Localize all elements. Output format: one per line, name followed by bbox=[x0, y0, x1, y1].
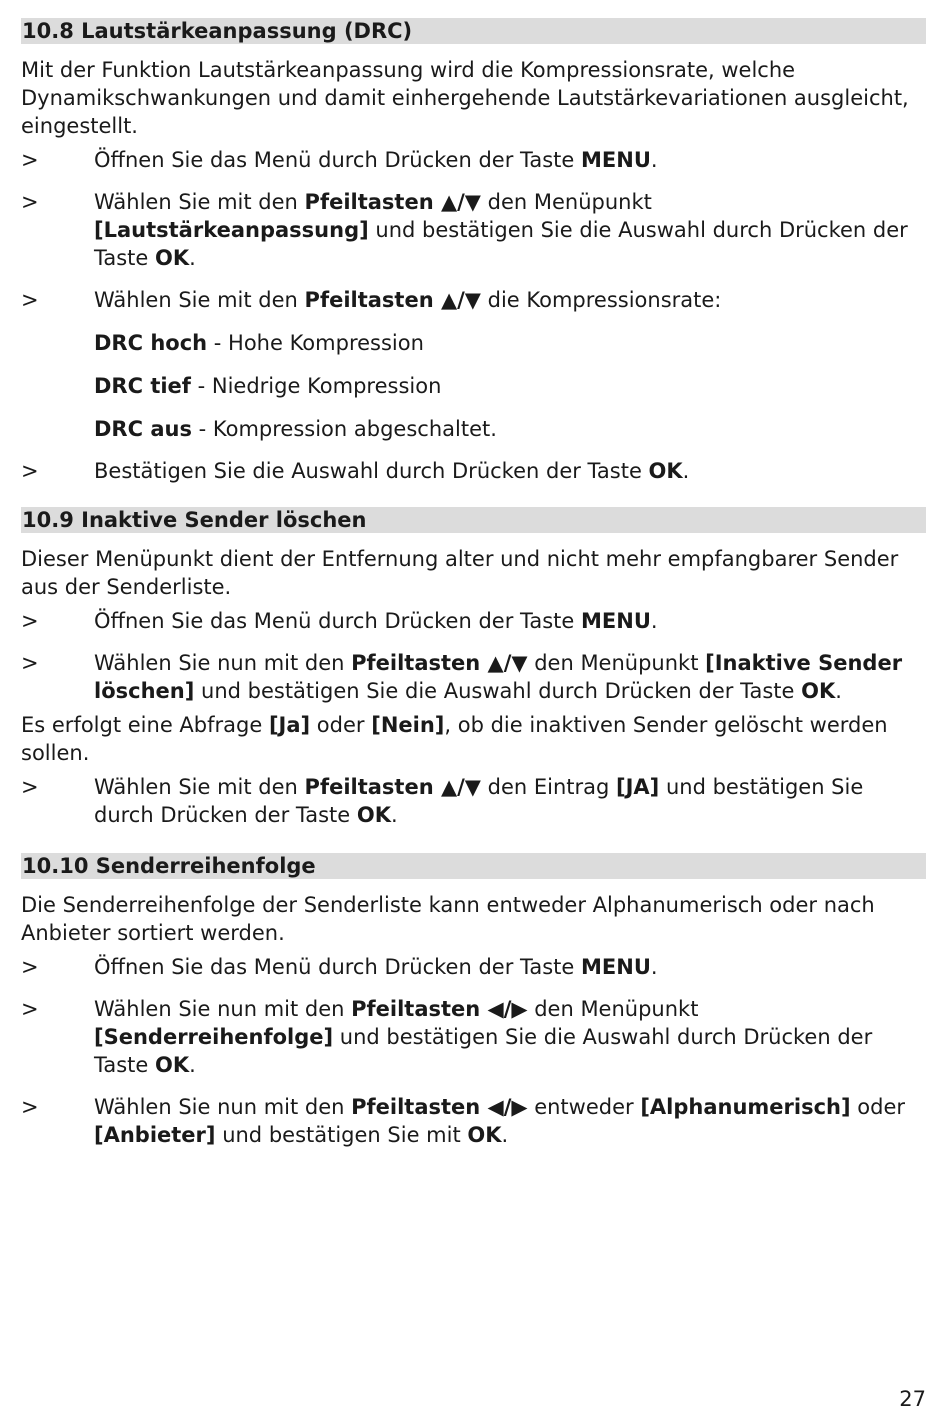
arrow-keys-label: Pfeiltasten ◀/▶ bbox=[351, 997, 528, 1021]
section-drc bbox=[21, 18, 926, 485]
key-ok: OK bbox=[467, 1123, 502, 1147]
option-desc: - Hohe Kompression bbox=[207, 331, 424, 355]
key-menu: MENU bbox=[581, 148, 651, 172]
arrow-keys-label: Pfeiltasten ▲/▼ bbox=[304, 190, 481, 214]
section-inactive-stations bbox=[21, 507, 926, 829]
key-ok: OK bbox=[155, 246, 190, 270]
key-ok: OK bbox=[356, 803, 391, 827]
step-confirm-yes: > Wählen Sie mit den Pfeiltasten ▲/▼ den Eintrag [JA] und bestätigen Sie durch Drücken der Taste OK. bbox=[21, 775, 864, 827]
section-station-order bbox=[21, 853, 926, 1149]
option-alphanumeric: [Alphanumerisch] bbox=[640, 1095, 851, 1119]
step-confirm: > Bestätigen Sie die Auswahl durch Drücken der Taste OK. bbox=[21, 459, 690, 483]
bullet-marker: > bbox=[21, 1095, 39, 1119]
step-choose-order: > Wählen Sie nun mit den Pfeiltasten ◀/▶ entweder [Alphanumerisch] oder [Anbieter] und bestätigen Sie mit OK. bbox=[21, 1095, 906, 1147]
bullet-marker: > bbox=[21, 955, 39, 979]
section-heading: 10.9 Inaktive Sender löschen bbox=[21, 507, 926, 533]
option-drc-low bbox=[21, 372, 926, 400]
step-select-menu-item: > Wählen Sie nun mit den Pfeiltasten ▲/▼ den Menüpunkt [Inaktive Sender löschen] und bestätigen Sie die Auswahl durch Drücken der Taste OK. bbox=[21, 651, 903, 703]
option-yes: [Ja] bbox=[268, 713, 311, 737]
query-note: Es erfolgt eine Abfrage [Ja] oder [Nein], ob die inaktiven Sender gelöscht werden sollen. bbox=[21, 713, 888, 765]
page-number: 27 bbox=[899, 1387, 926, 1411]
option-term: DRC tief bbox=[94, 374, 191, 398]
bullet-marker: > bbox=[21, 190, 39, 214]
bullet-marker: > bbox=[21, 459, 39, 483]
arrow-keys-label: Pfeiltasten ◀/▶ bbox=[351, 1095, 528, 1119]
step-open-menu: > Öffnen Sie das Menü durch Drücken der Taste MENU. bbox=[21, 955, 658, 979]
section-heading: 10.8 Lautstärkeanpassung (DRC) bbox=[21, 18, 926, 44]
option-no: [Nein] bbox=[371, 713, 445, 737]
key-ok: OK bbox=[648, 459, 683, 483]
option-term: DRC aus bbox=[94, 417, 192, 441]
option-provider: [Anbieter] bbox=[94, 1123, 216, 1147]
key-menu: MENU bbox=[581, 609, 651, 633]
key-menu: MENU bbox=[581, 955, 651, 979]
step-select-rate: > Wählen Sie mit den Pfeiltasten ▲/▼ die Kompressionsrate: bbox=[21, 288, 722, 312]
option-drc-high bbox=[21, 329, 926, 357]
entry-yes: [JA] bbox=[616, 775, 660, 799]
key-ok: OK bbox=[801, 679, 836, 703]
option-term: DRC hoch bbox=[94, 331, 208, 355]
key-ok: OK bbox=[155, 1053, 190, 1077]
menu-item-name: [Senderreihenfolge] bbox=[94, 1025, 334, 1049]
bullet-marker: > bbox=[21, 775, 39, 799]
menu-item-name: [Lautstärkeanpassung] bbox=[94, 218, 369, 242]
menu-item-name: [Inaktive Sender löschen] bbox=[94, 651, 903, 703]
step-open-menu: > Öffnen Sie das Menü durch Drücken der Taste MENU. bbox=[21, 148, 658, 172]
step-open-menu: > Öffnen Sie das Menü durch Drücken der Taste MENU. bbox=[21, 609, 658, 633]
option-desc: - Kompression abgeschaltet. bbox=[191, 417, 497, 441]
arrow-keys-label: Pfeiltasten ▲/▼ bbox=[351, 651, 528, 675]
section-intro: Dieser Menüpunkt dient der Entfernung alter und nicht mehr empfangbarer Sender aus der Senderliste. bbox=[21, 547, 899, 599]
manual-page bbox=[21, 18, 926, 1149]
bullet-marker: > bbox=[21, 997, 39, 1021]
bullet-marker: > bbox=[21, 288, 39, 312]
arrow-keys-label: Pfeiltasten ▲/▼ bbox=[304, 775, 481, 799]
section-heading: 10.10 Senderreihenfolge bbox=[21, 853, 926, 879]
bullet-marker: > bbox=[21, 148, 39, 172]
step-select-menu-item: > Wählen Sie mit den Pfeiltasten ▲/▼ den Menüpunkt [Lautstärkeanpassung] und bestätigen Sie die Auswahl durch Drücken der Taste OK. bbox=[21, 190, 908, 270]
section-intro: Mit der Funktion Lautstärkeanpassung wird die Kompressionsrate, welche Dynamikschwankungen und damit einhergehende Lautstärkevariationen ausgleicht, eingestellt. bbox=[21, 58, 909, 138]
bullet-marker: > bbox=[21, 609, 39, 633]
section-intro: Die Senderreihenfolge der Senderliste kann entweder Alphanumerisch oder nach Anbieter sortiert werden. bbox=[21, 893, 875, 945]
option-desc: - Niedrige Kompression bbox=[190, 374, 442, 398]
step-select-menu-item: > Wählen Sie nun mit den Pfeiltasten ◀/▶ den Menüpunkt [Senderreihenfolge] und bestätigen Sie die Auswahl durch Drücken der Taste OK. bbox=[21, 997, 873, 1077]
arrow-keys-label: Pfeiltasten ▲/▼ bbox=[304, 288, 481, 312]
option-drc-off bbox=[21, 415, 926, 443]
bullet-marker: > bbox=[21, 651, 39, 675]
